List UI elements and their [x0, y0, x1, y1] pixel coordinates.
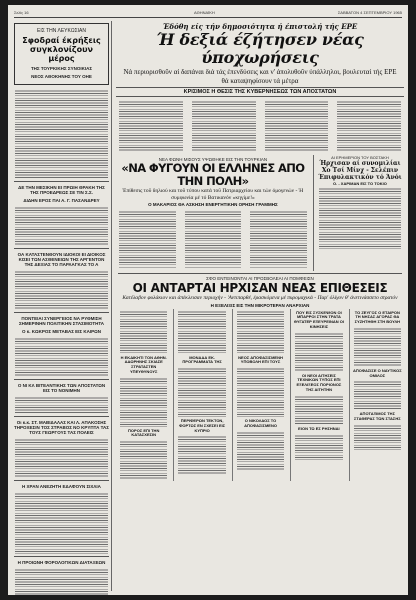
article-text [15, 438, 108, 478]
article-text [295, 434, 342, 460]
article-text [250, 210, 307, 268]
mid-section [116, 155, 404, 271]
left-headline-1: ΔΕ ΤΗΝ ΜΕΣΙΚΗΝ ΕΙ ΠΡΩΙΗ ΘΡΑΚΗ ΤΗΣ ΤΗΣ ΠΡΟΕΔΡΕΩΣ ΣΕ ΤΙΝ Σ.Σ. [18, 185, 105, 195]
story2-deck: Ο ΜΑΚΑΡΙΟΣ ΘΑ ΑΣΚΗΣΗ ΕΝΕΡΓΗΤΙΚΗΝ ΟΡΗΣΗ ΓΡΑΜΜΗΣ [148, 202, 278, 207]
article-text [178, 367, 225, 417]
left-headline-3b: Ο κ. ΚΩΚΡΟΣ ΜΕΤΑΒΑΣ ΕΙΣ ΚΑΙΡΩΝ [22, 329, 101, 334]
left-headline-6: Η ΧΡΑΝ ΑΝΕΖΗΤΗ ΕΔΑΦΟΥΝ ΣΙΧΛΙΑ [22, 484, 101, 489]
article-text [120, 310, 167, 354]
lead-text-row [116, 99, 404, 153]
article-text [319, 187, 401, 249]
article-text [178, 435, 225, 475]
article-text [15, 206, 108, 246]
sidebar-kicker: ΑΙ ΕΡΗΜΕΡΙΟΝ ΤΟΥ ΒΟΣΤΑΚΗ [331, 155, 389, 160]
article-text [15, 492, 108, 554]
article-text [15, 568, 108, 595]
bottom-headline: ΟΙ ΝΕΟΙ ΑΙΤΗΣΕΙΣ ΤΕΧΝΙΚΩΝ ΤΥΠΟΣ ΕΠΙ ΕΞΕΛΙΞΕΟΣ ΠΟΡΙΟΝΟΣ ΤΗΣ ΑΙΤΗΤΗΝ [296, 372, 342, 393]
bottom-headline: ΠΟΥ ΕΙΣ ΣΥΣΚΕΨΙΟΝ ΟΙ ΜΠΑΡΡΟΙ ΣΤΗΝ ΤΡΑΤΑ ΘΥΓΑΤΕΡ ΕΞΕΥΡΕΙΝΑΝ ΟΙ ΚΙΝΗΣΕΙΣ [293, 309, 344, 329]
bottom-headline: ΜΟΝΑΔΑ ΕΚ. ΠΡΟΓΡΑΜΜΑΤΑ ΤΗΣ [182, 354, 222, 365]
article-text [237, 310, 284, 354]
bottom-headline: ΝΕΟΣ ΑΠΟΦΑΣΙΣΜΕΝΗ ΥΠΟΒΟΛΗ ΕΠΙ ΤΟΥΣ [238, 354, 283, 365]
bottom-headline: Η ΕΚΔΙΚΗΤΙ ΤΟΝ ΑΘΗΝ. ΑΔΩΡΗΝΗΣ ΣΚΙΑΣΕ ΣΤΡΑΤΑΣΤΕΝ ΥΠΕΥΘΥΝΟΥΣ [120, 354, 167, 374]
box-kicker: ΕΙΣ ΤΗΝ ΛΕΥΚΩΣΙΑΝ [36, 28, 86, 34]
left-headline-1b: ΔΙΔΗΝ ΕΡΟΣ ΠΑΙ Α. Γ. ΠΑΣΑΝΔΡΕΥ [23, 198, 100, 203]
article-text [15, 270, 108, 310]
issue-date: ΣΑΒΒΑΤΟΝ 4 ΣΕΠΤΕΜΒΡΙΟΥ 1965 [337, 10, 402, 15]
left-headline-2: ΟΑ ΚΑΤΑΣΤΕΝΘΟΥΝ ΙΔΙΟΚΟΙ ΕΙ ΔΙΟΙΚΟΣ ΚΙΣΕΙ ΤΩΝ ΑΣΘΕΝΕΙΩΝ ΤΗΣ ΑΡΓΕΝΤΟΝ ΤΗΣ ΔΕΞΙΑΣ ΤΟ ΠΑΡΛΑΓΚΑΣ ΤΟ Α [17, 252, 106, 267]
sidebar-headline: Ήρχισαν αί συνομιλίαι Χο Τσί Μίνχ - Σελέπιν [319, 160, 401, 174]
bottom-headline: Ο ΝΙΚΟΛΑΟΣ ΤΟ ΑΠΟΦΑΣΙΣΜΕΝΟ [244, 418, 277, 428]
bottom-headline: ΑΠΟΦΑΣΙΣΕ Ο ΝΑΥΤΙΚΟΣ ΟΜΙΛΟΣ [352, 367, 402, 378]
bottom-headline: ΠΕΡΙΦΕΡΩΝ ΤΕΚΤΟΝ, ΦΟΡΤΩΣ ΕΝ ΣΧΕΣΕΙ ΕΙΣ ΚΥΠΡΙΟ [179, 418, 226, 433]
story3-subhead: Κατέλαβον φυλάκιον και άπέκλεισαν περιοχήν - 'Αντιπαρθέ, έρασκόμενα μέ πυρομαχικά - Παρ' όλίγον θ' άνετινάσσετο στρατόν [122, 295, 398, 301]
bottom-headline: ΤΟ ΖΕΥΓΟΣ Ο ΕΤΑΙΡΟΝ ΤΗ ΝΗΣΑΣ ΑΓΟΡΑΣ ΘΑ ΣΥΖΗΤΗΘΗ ΣΤΗ ΒΟΥΛΗ [354, 309, 401, 325]
article-text [354, 380, 401, 410]
article-text [265, 100, 329, 152]
article-text [354, 327, 401, 367]
left-headline-5: Οι κ.κ. ΣΤ. ΜΑΒΙΔΑΛΑΣ ΚΑΙ Λ. ΑΠΑΚΟΣΗΣ ΤΗΡΟΧΕΣΙΝ ΤΟΣ ΣΤΡΑΒΟΣ ΝΟ ΚΡΥΠΤΑ ΤΑΣ ΤΟΥΣ ΓΕΩΡΓΟΥΣ ΤΑΣ ΠΟΛΕΙΣ [14, 420, 109, 435]
main-area [116, 21, 404, 591]
divider [14, 556, 109, 557]
bottom-grid [116, 309, 404, 482]
top-strap: Έδόθη είς τήν δημοσιότητα ή έπιστολή τής ΕΡΕ [162, 22, 358, 31]
article-text [119, 100, 183, 152]
article-text [120, 377, 167, 427]
divider [118, 273, 402, 274]
bottom-headline: ΑΠΟΤΑΞΙΜΟΣ ΤΗΣ ΣΤΑΘΕΡΑΣ ΤΩΝ ΣΤΑΣΗΣ [354, 411, 401, 422]
bottom-headline: ΕΙΟΝ ΤΩ ΕΣ ΡΗΣΗΝΑΙ [298, 425, 340, 431]
box-deck: ΝΕΟΣ ΑΘΟΚΗΝΗΣ ΤΟΥ ΟΗΕ [31, 74, 92, 79]
paper-name: ΑΘΗΝΑΪΚΗ [194, 10, 215, 15]
divider [14, 248, 109, 249]
article-text [295, 332, 342, 372]
story2-headline: «ΝΑ ΦΥΓΟΥΝ ΟΙ ΕΛΛΗΝΕΣ ΑΠΟ ΤΗΝ ΠΟΛΗ» [121, 161, 305, 188]
divider [14, 312, 109, 313]
story3-kicker: ΣΦΟ ΕΝΤΕΙΝΟΝΤΑΙ ΑΙ ΠΡΟΣΒΟΛΕΑΙ ΑΙ ΠΟΜΦΕΙΣΝ [206, 276, 314, 281]
left-headline-7: Η ΠΡΟΙΩΝΗ ΦΟΡΟΛΟΓΙΚΩΝ ΔΙΑΤΑΞΕΩΝ [17, 560, 106, 565]
article-text [337, 100, 401, 152]
article-text [178, 310, 225, 354]
bottom-headline: ΠΟΡΟΣ ΕΠΙ ΤΗΝ ΚΑΤΑΣΧΕΣΙΝ [128, 427, 160, 438]
sidebar-deck: Ο. - ΧΑΡΙΜΑΝ ΕΙΣ ΤΟ ΤΟΚΙΟ [333, 181, 387, 186]
divider [14, 416, 109, 417]
left-column [12, 21, 112, 591]
box-subhead: ΤΗΣ ΤΟΥΡΚΙΚΗΣ ΣΥΝΟΙΚΙΑΣ [30, 66, 93, 71]
left-headline-4: Ο ΝΙ ΚΛ ΒΙΤΕΑΝΤΙΚΗΣ ΤΩΝ ΑΠΟΣΤΑΤΩΝ ΕΙΣ ΤΟ ΝΟΝΙΜΗΝ [17, 383, 106, 393]
divider [14, 181, 109, 182]
main-deck: ΚΡΙΣΙΜΟΣ Η ΘΕΣΙΣ ΤΗΣ ΚΥΒΕΡΝΗΣΕΩΣ ΤΩΝ ΑΠΟΣΤΑΤΩΝ [116, 87, 404, 97]
article-text [295, 395, 342, 425]
sidebar-headline-2: Έπιφυλακτικόν τό Άνόι [318, 174, 402, 181]
article-text [237, 367, 284, 417]
article-text [120, 440, 167, 480]
divider [14, 379, 109, 380]
article-text [192, 100, 256, 152]
left-headline-3: ΠΟΝΤΕΙΑΙ ΣΥΝΕΡΓΕΙΟΣ ΝΑ ΡΥΘΜΙΣΗ ΣΗΜΕΡΙΝΗΝ ΠΟΛΙΤΙΚΗΝ ΣΤΑΣΙΜΟΤΗΤΑ [18, 316, 105, 326]
divider [14, 480, 109, 481]
boxed-story [14, 23, 109, 85]
box-headline: Σφοδραί έκρήξεις συγκλονίζουν μέρος [22, 36, 101, 63]
story3-headline: ΟΙ ΑΝΤΑΡΤΑΙ ΗΡΧΙΣΑΝ ΝΕΑΣ ΕΠΙΘΕΣΕΙΣ [132, 281, 388, 295]
main-subhead: Νά περιορισθοῦν αί δαπάναι διά τάς έπενδύσεις και ν' άπολυθοῦν ύπάλληλοι, βουλευταί τής ΕΡΕ θά καταψηφίσουν τά μέτρα [123, 68, 397, 85]
article-text [185, 210, 242, 268]
newspaper-page [8, 5, 408, 595]
article-text [237, 431, 284, 471]
story2-kicker: ΝΕΑ ΦΩΝΗ ΜΙΣΟΥΣ ΥΨΩΘΗΚΕ ΕΙΣ ΤΗΝ ΤΟΥΡΚΙΑΝ [158, 157, 268, 162]
article-text [15, 337, 108, 377]
article-text [354, 424, 401, 450]
story2-subhead: Έπίθεσις τοΰ δηλιού και τοΰ τύπου κατά τοΰ Πατριαρχείου και τών όμογενών - Ή συμφωνία μέ τό Βατικανόν «κηγίμε!» [122, 188, 304, 201]
story3-deck: Η ΕΞΕΛΙΞΙΣ ΕΙΣ ΤΗΝ ΜΙΚΡΟΤΕΡΑΝ ΑΝΑΡΧΙΑΝ [210, 302, 310, 308]
page-number: Σελίς 16 [14, 10, 29, 15]
article-text [15, 396, 108, 414]
article-text [15, 89, 108, 179]
masthead [14, 9, 402, 18]
article-text [119, 210, 176, 268]
main-headline: Ή δεξιά έζήτησεν νέας ύποχωρήσεις [156, 30, 364, 67]
